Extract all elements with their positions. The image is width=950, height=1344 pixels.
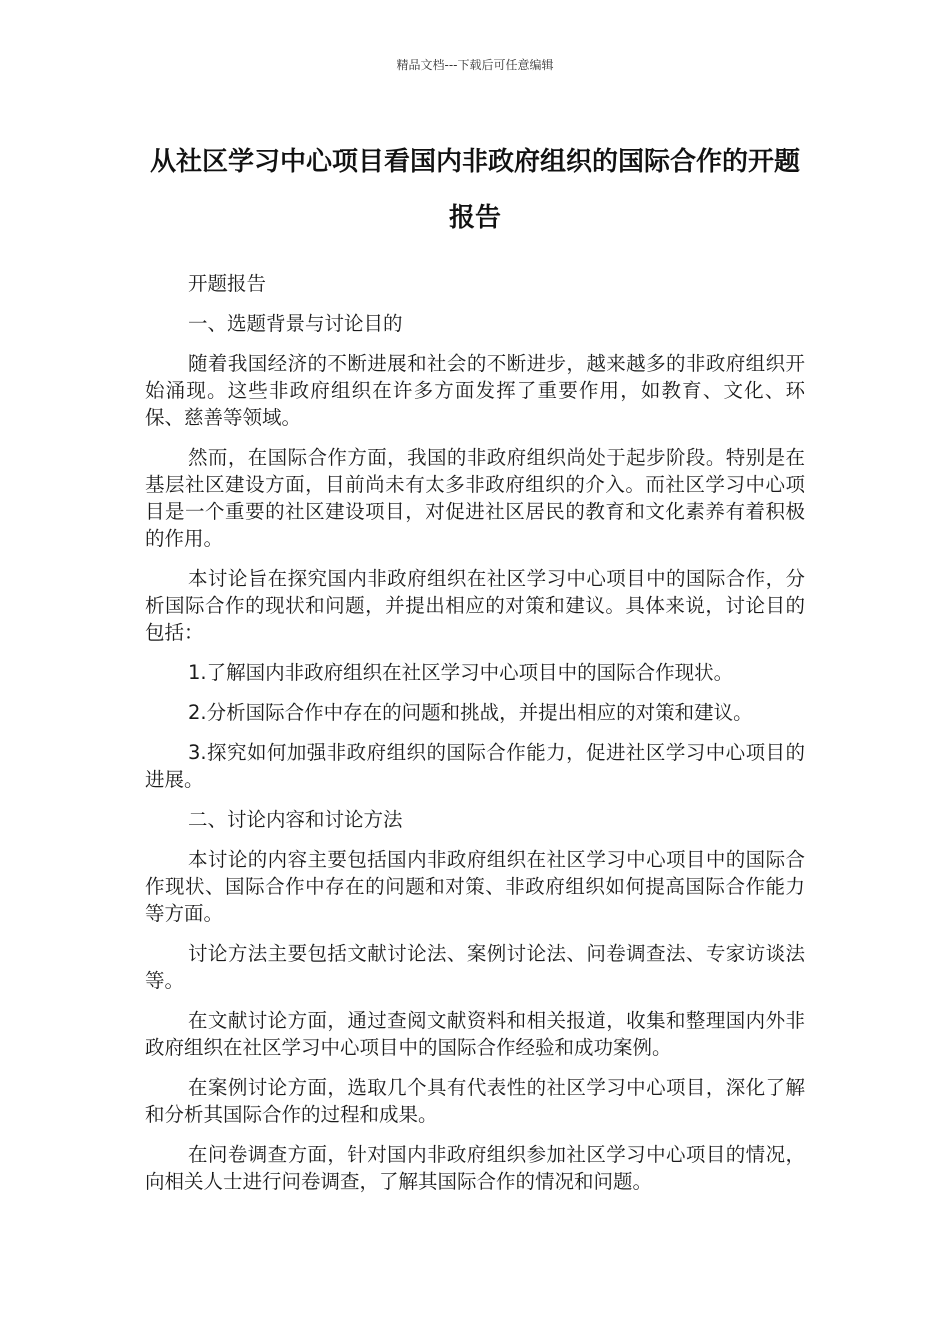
body-paragraph: 在问卷调查方面，针对国内非政府组织参加社区学习中心项目的情况，向相关人士进行问卷调查，了解其国际合作的情况和问题。 [145,1143,805,1193]
body-paragraph: 讨论方法主要包括文献讨论法、案例讨论法、问卷调查法、专家访谈法等。 [145,942,805,992]
subtitle-paragraph: 开题报告 [188,272,267,295]
header-note: 精品文档---下载后可任意编辑 [396,58,554,72]
document-title: 从社区学习中心项目看国内非政府组织的国际合作的开题报告 [149,147,800,233]
list-item-1: 1.了解国内非政府组织在社区学习中心项目中的国际合作现状。 [188,661,734,684]
body-paragraph: 本讨论的内容主要包括国内非政府组织在社区学习中心项目中的国际合作现状、国际合作中存在的问题和对策、非政府组织如何提高国际合作能力等方面。 [145,848,805,925]
section-heading-1: 一、选题背景与讨论目的 [188,312,403,335]
body-paragraph: 然而，在国际合作方面，我国的非政府组织尚处于起步阶段。特别是在基层社区建设方面，目前尚未有太多非政府组织的介入。而社区学习中心项目是一个重要的社区建设项目，对促进社区居民的教育和文化素养有着积极的作用。 [145,446,805,550]
body-paragraph: 随着我国经济的不断进展和社会的不断进步，越来越多的非政府组织开始涌现。这些非政府组织在许多方面发挥了重要作用，如教育、文化、环保、慈善等领域。 [145,352,805,429]
document-body [145,270,805,1208]
body-paragraph: 在案例讨论方面，选取几个具有代表性的社区学习中心项目，深化了解和分析其国际合作的过程和成果。 [145,1076,805,1126]
body-paragraph: 本讨论旨在探究国内非政府组织在社区学习中心项目中的国际合作，分析国际合作的现状和问题，并提出相应的对策和建议。具体来说，讨论目的包括： [145,567,805,644]
section-heading-2: 二、讨论内容和讨论方法 [188,808,403,831]
list-item-2: 2.分析国际合作中存在的问题和挑战，并提出相应的对策和建议。 [188,701,753,724]
body-paragraph: 在文献讨论方面，通过查阅文献资料和相关报道，收集和整理国内外非政府组织在社区学习中心项目中的国际合作经验和成功案例。 [145,1009,805,1059]
list-item-3: 3.探究如何加强非政府组织的国际合作能力，促进社区学习中心项目的进展。 [145,741,805,791]
